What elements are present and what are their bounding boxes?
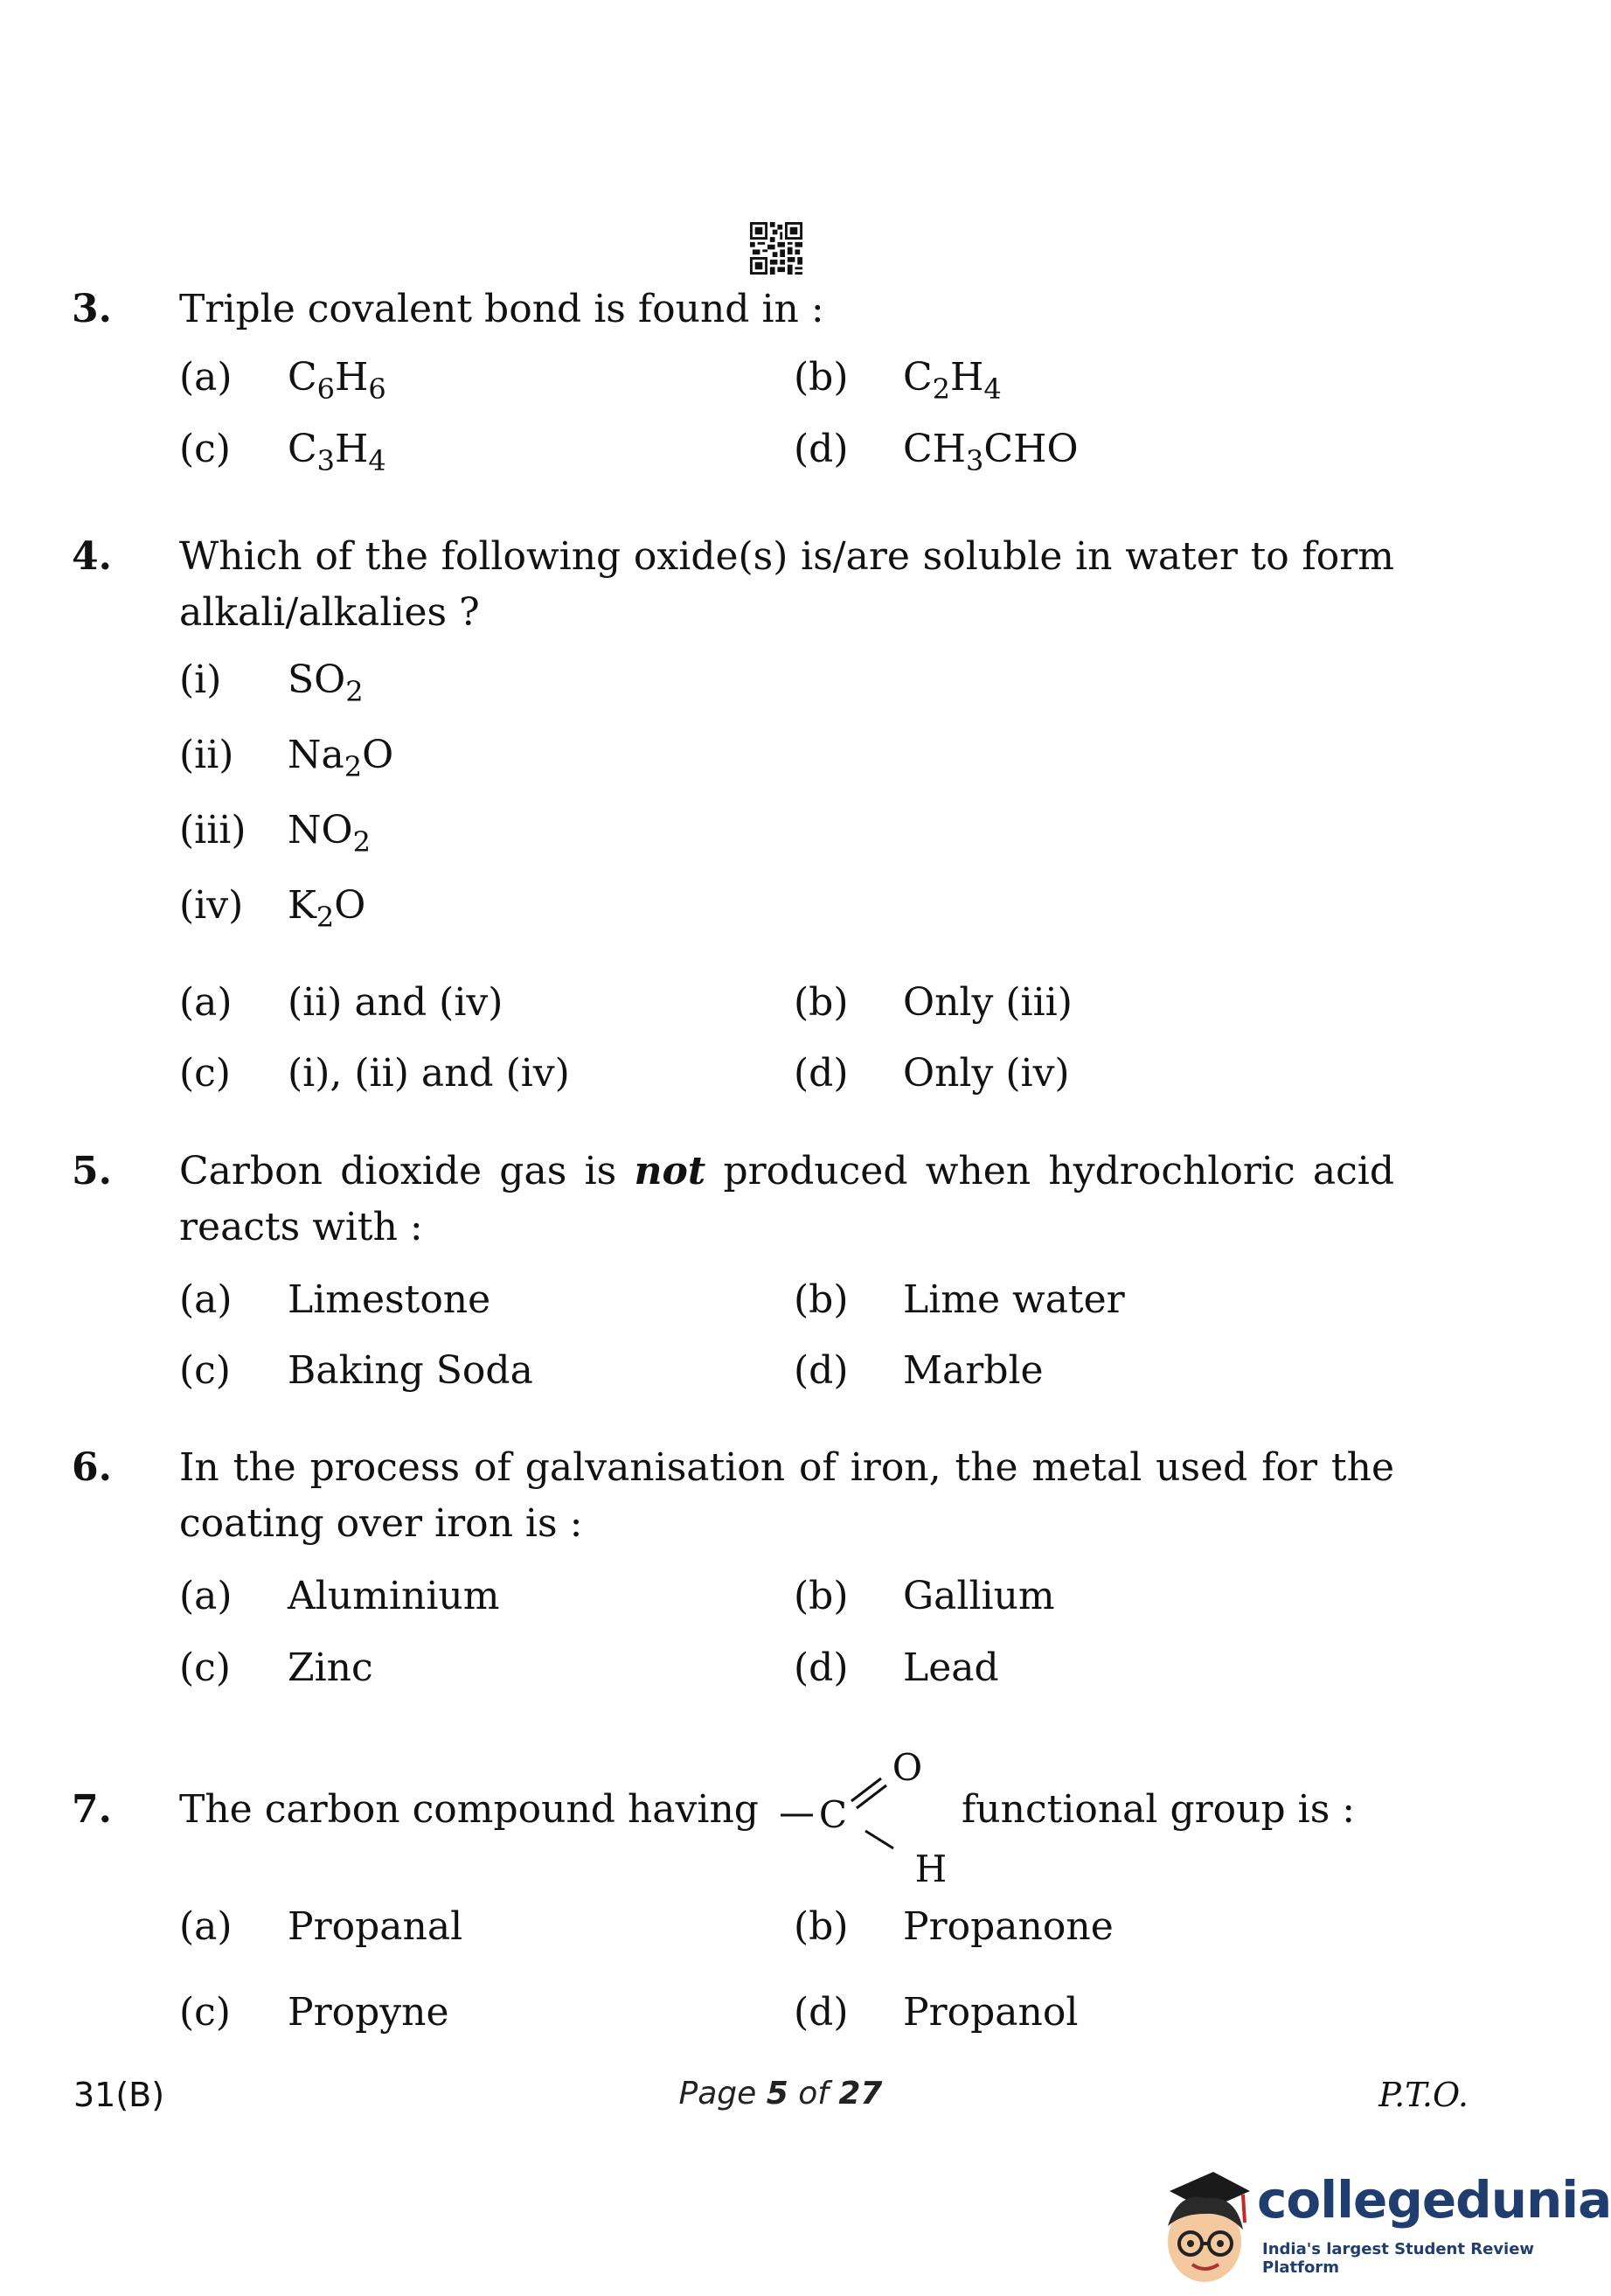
question-number: 4. xyxy=(72,534,112,579)
option-value: Aluminium xyxy=(288,1574,500,1618)
aldehyde-functional-group-diagram xyxy=(778,1736,953,1890)
question-text: The carbon compound having xyxy=(179,1787,759,1832)
item-value: $K_2O$ xyxy=(288,883,366,934)
pto-label: P.T.O. xyxy=(1378,2076,1469,2114)
option-value: Baking Soda xyxy=(288,1348,533,1393)
option-label: (c) xyxy=(179,1348,231,1393)
question-number: 6. xyxy=(72,1445,112,1490)
page-total: 27 xyxy=(838,2076,883,2112)
question-text: functional group is : xyxy=(962,1787,1356,1832)
option-label: (a) xyxy=(179,355,233,400)
page-prefix: Page xyxy=(678,2076,767,2112)
option-label: (d) xyxy=(794,1051,849,1096)
option-label: (d) xyxy=(794,1645,849,1690)
option-value: (ii) and (iv) xyxy=(288,980,503,1025)
option-value: Propanol xyxy=(903,1990,1079,2035)
option-value: $C_3H_4$ xyxy=(288,427,386,477)
option-value: Zinc xyxy=(288,1645,373,1690)
carbon-atom: C xyxy=(818,1793,848,1836)
question-text xyxy=(179,1144,1394,1256)
question-number: 7. xyxy=(72,1787,112,1832)
option-value: Propanone xyxy=(903,1904,1114,1949)
option-value: Gallium xyxy=(903,1574,1055,1618)
page-current: 5 xyxy=(766,2076,788,2112)
item-label: (i) xyxy=(179,657,222,702)
option-label: (c) xyxy=(179,1645,231,1690)
question-text: Triple covalent bond is found in : xyxy=(179,287,824,331)
hydrogen-atom: H xyxy=(914,1847,948,1890)
question-text: In the process of galvanisation of iron, the metal used for the coating over iron is : xyxy=(179,1445,1394,1546)
option-value: (i), (ii) and (iv) xyxy=(288,1051,570,1096)
logo-tagline: India's largest Student Review Platform xyxy=(1262,2240,1535,2277)
qr-code-icon xyxy=(750,222,802,275)
item-label: (iii) xyxy=(179,808,247,852)
option-label: (d) xyxy=(794,1348,849,1393)
option-value: Only (iv) xyxy=(903,1051,1070,1096)
option-label: (d) xyxy=(794,1990,849,2035)
page-number xyxy=(0,2076,1561,2112)
paper-code: 31(B) xyxy=(73,2076,165,2114)
item-value: $SO_2$ xyxy=(288,657,364,708)
option-label: (a) xyxy=(179,1277,233,1322)
mascot-icon xyxy=(1152,2165,1253,2296)
option-label: (b) xyxy=(794,1574,849,1618)
option-label: (b) xyxy=(794,1904,849,1949)
question-text-part: produced when hydrochloric acid reacts with : xyxy=(179,1149,1394,1249)
option-label: (c) xyxy=(179,1990,231,2035)
option-value: Marble xyxy=(903,1348,1044,1393)
collegedunia-logo xyxy=(1152,2165,1611,2296)
question-text-part: Carbon dioxide gas is xyxy=(179,1149,635,1193)
option-value: Propyne xyxy=(288,1990,449,2035)
option-label: (d) xyxy=(794,427,849,471)
question-text: Which of the following oxide(s) is/are soluble in water to form alkali/alkalies ? xyxy=(179,534,1394,635)
question-number: 5. xyxy=(72,1149,112,1193)
option-label: (c) xyxy=(179,427,231,471)
item-value: $Na_2O$ xyxy=(288,733,394,783)
option-label: (c) xyxy=(179,1051,231,1096)
item-label: (iv) xyxy=(179,883,244,928)
option-value: Propanal xyxy=(288,1904,463,1949)
option-value: $C_6H_6$ xyxy=(288,355,386,406)
option-value: Lead xyxy=(903,1645,999,1690)
option-label: (a) xyxy=(179,1574,233,1618)
oxygen-atom: O xyxy=(892,1746,923,1789)
option-label: (a) xyxy=(179,1904,233,1949)
option-label: (b) xyxy=(794,1277,849,1322)
item-label: (ii) xyxy=(179,733,234,777)
emphasis-word: not xyxy=(634,1149,706,1193)
option-label: (b) xyxy=(794,980,849,1025)
question-number: 3. xyxy=(72,287,112,331)
option-value: $C_2H_4$ xyxy=(903,355,1002,406)
option-value: Lime water xyxy=(903,1277,1125,1322)
option-value: Only (iii) xyxy=(903,980,1073,1025)
item-value: $NO_2$ xyxy=(288,808,371,859)
option-value: $CH_3CHO$ xyxy=(903,427,1079,477)
page-mid: of xyxy=(788,2076,839,2112)
option-label: (a) xyxy=(179,980,233,1025)
option-value: Limestone xyxy=(288,1277,491,1322)
option-label: (b) xyxy=(794,355,849,400)
logo-name: collegedunia xyxy=(1257,2170,1611,2230)
